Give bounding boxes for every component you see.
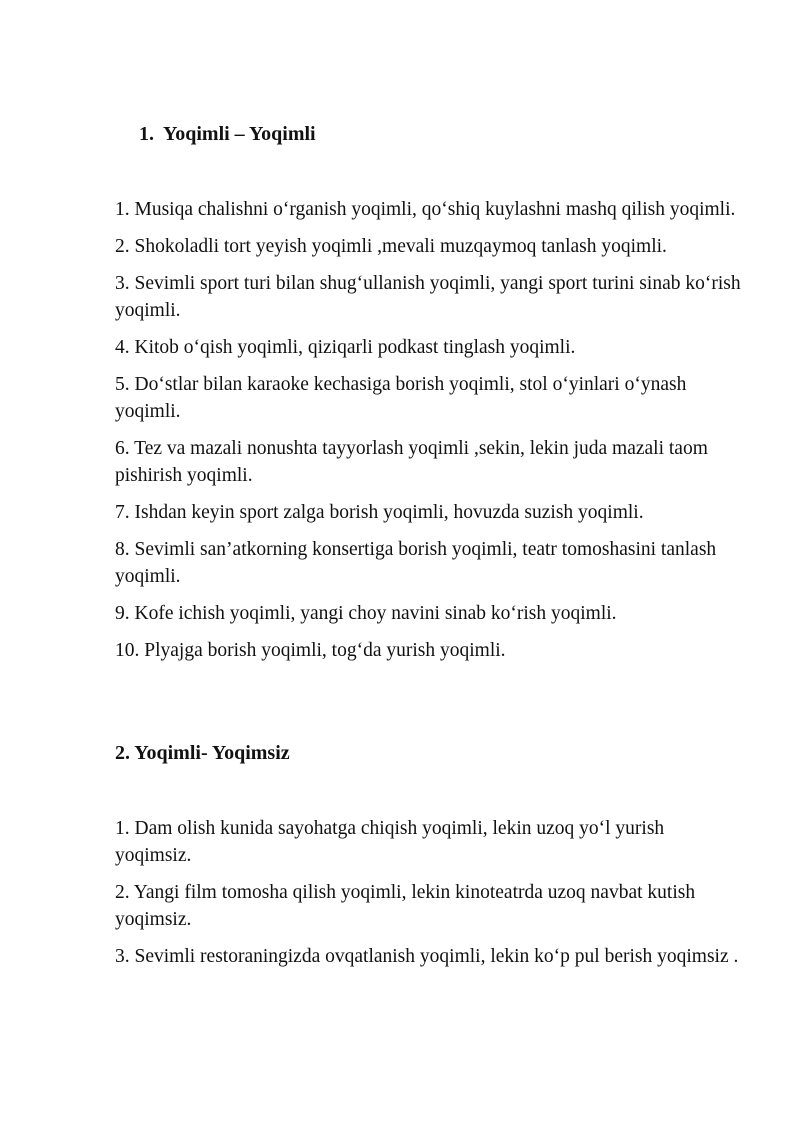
list-item: 3. Sevimli restoraningizda ovqatlanish yoqimli, lekin ko‘p pul berish yoqimsiz . — [115, 946, 739, 967]
list-item: 4. Kitob o‘qish yoqimli, qiziqarli podkast tinglash yoqimli. — [115, 337, 576, 358]
section-1-number: 1. — [139, 123, 154, 145]
list-item: 10. Plyajga borish yoqimli, tog‘da yurish yoqimli. — [115, 640, 506, 661]
section-1-title: Yoqimli – Yoqimli — [163, 123, 316, 145]
section-2-heading: 2. Yoqimli- Yoqimsiz — [115, 742, 290, 764]
section-2-list — [115, 815, 745, 980]
list-item: 2. Yangi film tomosha qilish yoqimli, lekin kinoteatrda uzoq navbat kutish yoqimsiz. — [115, 882, 696, 930]
section-1-list — [115, 196, 745, 674]
list-item: 1. Dam olish kunida sayohatga chiqish yoqimli, lekin uzoq yo‘l yurish yoqimsiz. — [115, 818, 665, 866]
list-item: 3. Sevimli sport turi bilan shug‘ullanish yoqimli, yangi sport turini sinab ko‘rish yoqimli. — [115, 273, 741, 321]
list-item: 5. Do‘stlar bilan karaoke kechasiga borish yoqimli, stol o‘yinlari o‘ynash yoqimli. — [115, 374, 687, 422]
list-item: 8. Sevimli san’atkorning konsertiga borish yoqimli, teatr tomoshasini tanlash yoqimli. — [115, 539, 717, 587]
list-item: 7. Ishdan keyin sport zalga borish yoqimli, hovuzda suzish yoqimli. — [115, 502, 644, 523]
section-1-heading — [139, 122, 316, 146]
list-item: 6. Tez va mazali nonushta tayyorlash yoqimli ,sekin, lekin juda mazali taom pishirish yoqimli. — [115, 438, 708, 486]
list-item: 9. Kofe ichish yoqimli, yangi choy navini sinab ko‘rish yoqimli. — [115, 603, 617, 624]
list-item: 2. Shokoladli tort yeyish yoqimli ,mevali muzqaymoq tanlash yoqimli. — [115, 236, 667, 257]
list-item: 1. Musiqa chalishni o‘rganish yoqimli, qo‘shiq kuylashni mashq qilish yoqimli. — [115, 199, 736, 220]
